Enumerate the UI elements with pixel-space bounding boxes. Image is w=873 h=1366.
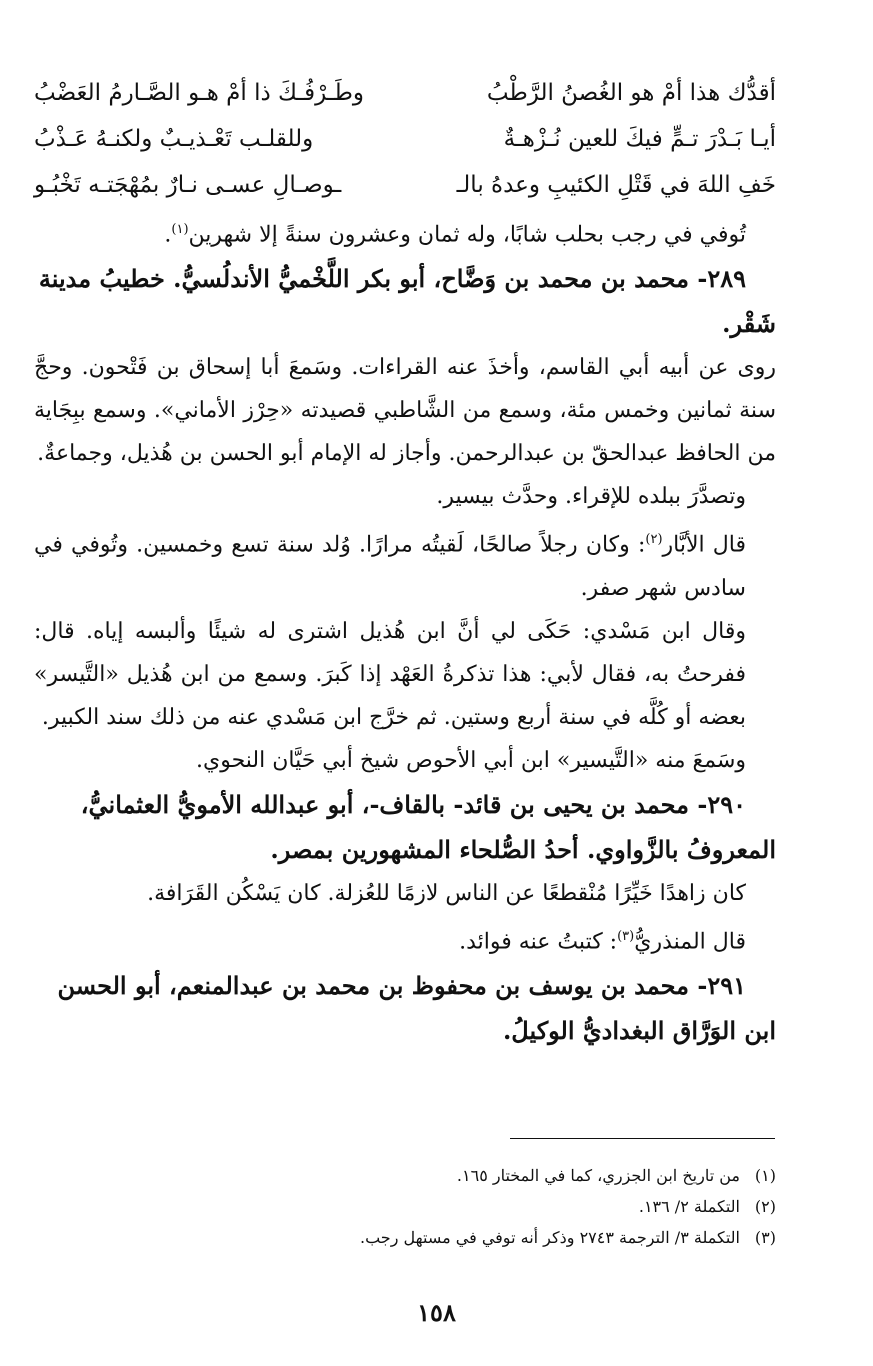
footnote-ref-1: (١) — [171, 222, 189, 237]
entry-289-paragraph — [34, 518, 776, 609]
footnote-text: التكملة ٣/ الترجمة ٢٧٤٣ وذكر أنه توفي في مستهل رجب. — [360, 1228, 740, 1247]
footnote-ref-2: (٢) — [645, 532, 663, 548]
entry-289-paragraph: وتصدَّرَ ببلده للإقراء. وحدَّث بيسير. — [436, 484, 746, 510]
entry-title: محمد بن يوسف بن محفوظ بن محمد بن عبدالمنعم، أبو الحسن ابن الوَرَّاق البغداديُّ الوكيلُ. — [57, 970, 776, 1045]
entry-290-heading — [34, 782, 776, 872]
entry-290-paragraph: كان زاهدًا خَيِّرًا مُنْقطعًا عن الناس لازمًا للعُزلة. كان يَسْكُن القَرَافة. — [147, 880, 746, 906]
entry-291-heading — [34, 963, 776, 1053]
quote-source: قال الأبَّار — [662, 532, 747, 558]
main-text — [34, 70, 776, 1053]
footnote-mark: (٣) — [754, 1228, 776, 1247]
poem-verse — [34, 116, 776, 162]
verse-hemistich-second: وللقلـب تَعْـذيـبٌ ولكنـهُ عَـذْبُ — [34, 126, 314, 152]
entry-title: محمد بن محمد بن وَضَّاح، أبو بكر اللَّخْميُّ الأندلُسيُّ. خطيبُ مدينة شَقْر. — [38, 264, 776, 339]
death-text: تُوفي في رجب بحلب شابًا، وله ثمان وعشرون سنةً إلا شهرين — [188, 222, 746, 248]
poem-verse — [34, 70, 776, 116]
entry-number: ٢٨٩- — [697, 264, 746, 294]
footnote-mark: (٢) — [754, 1197, 776, 1216]
entry-289-heading — [34, 256, 776, 346]
entry-title: محمد بن يحيى بن قائد- بالقاف-، أبو عبدالله الأمويُّ العثمانيُّ، المعروفُ بالزَّواوي. أحدُ الصُّلحاء المشهورين بمصر. — [80, 789, 776, 864]
verse-hemistich-first: أقدُّك هذا أمْ هو الغُصنُ الرَّطْبُ — [486, 80, 776, 106]
footnote — [126, 1160, 776, 1191]
verse-hemistich-second: وطَـرْفُـكَ ذا أمْ هـو الصَّـارمُ العَضْبُ — [34, 80, 364, 106]
entry-number: ٢٩١- — [697, 970, 746, 1000]
poem-verse — [34, 162, 776, 208]
footnote-ref-3: (٣) — [617, 928, 635, 944]
entry-number: ٢٩٠- — [697, 789, 746, 819]
footnote — [126, 1191, 776, 1222]
entry-289-paragraph: روى عن أبيه أبي القاسم، وأخذَ عنه القراءات. وسَمعَ أبا إسحاق بن فَتْحون. وحجَّ سنة ثمانين وخمس مئة، وسمع من الشَّاطبي قصيدته «حِرْز الأماني». وسمع ببِجَاية من الحافظ عبدالحقّ بن عبدالرحمن. وأجاز له الإمام أبو الحسن بن هُذيل، وجماعةٌ. — [34, 355, 776, 467]
entry-289-paragraph: وقال ابن مَسْدي: حَكَى لي أنَّ ابن هُذيل اشترى له شيئًا وألبسه إياه. قال: ففرحتُ به، فقال لأبي: هذا تذكرةُ العَهْد إذا كَبرَ. وسمع من ابن هُذيل «التَّيسر» بعضه أو كُلَّه في سنة أربع وستين. ثم خرَّج ابن مَسْدي عنه من ذلك سند الكبير. — [34, 618, 746, 730]
entry-290-paragraph — [34, 915, 776, 963]
verse-hemistich-first: خَفِ اللهَ في قَتْلِ الكئيبِ وعدهُ بالـ — [456, 172, 776, 198]
page-number: ١٥٨ — [417, 1298, 456, 1327]
quote-text: : كتبتُ عنه فوائد. — [459, 928, 618, 954]
death-paragraph: تُوفي في رجب بحلب شابًا، وله ثمان وعشرون سنةً إلا شهرين$^{(١)}$. — [164, 222, 746, 248]
quote-source: قال المنذريُّ — [634, 928, 746, 954]
footnote-mark: (١) — [754, 1166, 776, 1185]
footnotes — [126, 1160, 776, 1253]
entry-289-paragraph: وسَمعَ منه «التَّيسير» ابن أبي الأحوص شيخ أبي حَيَّان النحوي. — [195, 747, 746, 773]
footnote-text: التكملة ٢/ ١٣٦. — [638, 1197, 740, 1216]
footnote-divider — [510, 1138, 775, 1139]
footnote — [126, 1222, 776, 1253]
verse-hemistich-second: ـوصـالِ عسـى نـارٌ بمُهْجَتـه تَخْبُـو — [34, 172, 342, 198]
verse-hemistich-first: أيـا بَـدْرَ تـمٍّ فيكَ للعين نُـزْهـةٌ — [503, 126, 776, 152]
footnote-text: من تاريخ ابن الجزري، كما في المختار ١٦٥. — [456, 1166, 740, 1185]
quote-text: : وكان رجلاً صالحًا، لَقيتُه مرارًا. وُلد سنة تسع وخمسين. وتُوفي في سادس شهر صفر. — [34, 532, 746, 601]
